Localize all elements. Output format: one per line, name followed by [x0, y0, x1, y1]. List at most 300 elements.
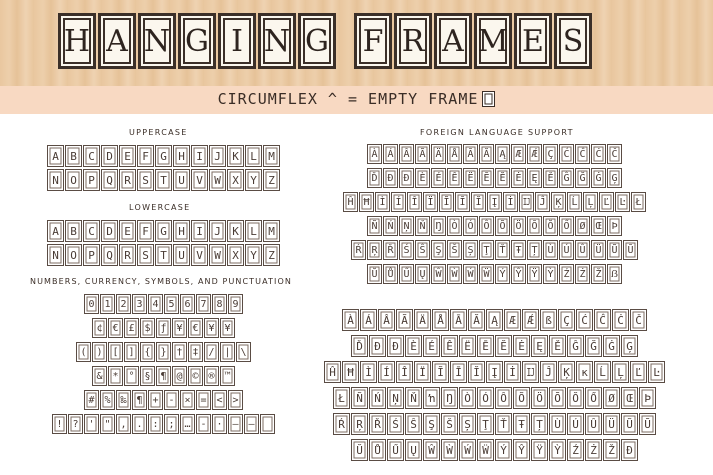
- glyph-frame: A: [47, 145, 64, 167]
- glyph-row: [52, 414, 275, 434]
- glyph-frame: Ô: [495, 387, 512, 409]
- glyph-frame: Ĳ: [522, 361, 539, 383]
- glyph-frame: Ä: [431, 144, 446, 164]
- glyph-frame: B: [65, 145, 82, 167]
- glyph-frame: Ç: [543, 144, 558, 164]
- glyph-frame: Ř: [369, 413, 386, 435]
- glyph-frame: Ŭ: [351, 439, 368, 461]
- glyph-frame: Ý: [495, 439, 512, 461]
- title-letter-frame: I: [218, 13, 256, 69]
- glyph-frame: Ź: [567, 439, 584, 461]
- glyph-frame: -: [196, 414, 211, 434]
- glyph-frame: Ŧ: [513, 413, 530, 435]
- glyph-frame: X: [227, 244, 244, 266]
- glyph-frame: Ė: [513, 335, 530, 357]
- glyph-frame: Ĩ: [439, 192, 454, 212]
- glyph-frame: -: [164, 390, 179, 410]
- glyph-frame: Ű: [399, 264, 414, 284]
- glyph-frame: Ê: [447, 168, 462, 188]
- glyph-frame: Ş: [423, 413, 440, 435]
- glyph-frame: ,: [116, 414, 131, 434]
- glyph-frame: Õ: [513, 387, 530, 409]
- glyph-frame: K: [227, 220, 244, 242]
- glyph-frame: D: [101, 220, 118, 242]
- glyph-frame: S: [137, 244, 154, 266]
- glyph-row: [324, 361, 665, 383]
- glyph-frame: Đ: [369, 335, 386, 357]
- glyph-frame: Ĥ: [343, 192, 358, 212]
- glyph-frame: Œ: [621, 387, 638, 409]
- glyph-frame: E: [119, 145, 136, 167]
- glyph-frame: Ł: [333, 387, 350, 409]
- glyph-frame: Ĺ: [594, 361, 611, 383]
- glyph-frame: À: [367, 144, 382, 164]
- glyph-frame: Ĵ: [540, 361, 557, 383]
- glyph-frame: ": [100, 414, 115, 434]
- glyph-frame: İ: [504, 361, 521, 383]
- glyph-frame: Ő: [559, 216, 574, 236]
- glyph-frame: Ż: [575, 264, 590, 284]
- glyph-frame: Ū: [623, 240, 638, 260]
- glyph-frame: Ť: [495, 413, 512, 435]
- glyph-frame: {: [140, 342, 155, 362]
- glyph-frame: Ĕ: [495, 168, 510, 188]
- glyph-frame: Ų: [405, 439, 422, 461]
- glyph-frame: Ŏ: [567, 387, 584, 409]
- glyph-frame: È: [415, 168, 430, 188]
- glyph-frame: Ú: [559, 240, 574, 260]
- glyph-frame: ‡: [188, 342, 203, 362]
- glyph-frame: §: [140, 366, 155, 386]
- glyph-frame: 0: [84, 294, 99, 314]
- glyph-frame: I: [191, 220, 208, 242]
- glyph-frame: P: [83, 169, 100, 191]
- glyph-frame: W: [209, 169, 226, 191]
- glyph-frame: Ę: [527, 168, 542, 188]
- glyph-frame: Ŝ: [405, 413, 422, 435]
- glyph-frame: (: [76, 342, 91, 362]
- glyph-frame: Ŷ: [511, 264, 526, 284]
- glyph-frame: Ň: [405, 387, 422, 409]
- glyph-frame: Ō: [549, 387, 566, 409]
- glyph-frame: É: [423, 335, 440, 357]
- glyph-frame: Ţ: [477, 413, 494, 435]
- glyph-frame: W: [209, 244, 226, 266]
- glyph-frame: Q: [101, 169, 118, 191]
- glyph-frame: Ū: [639, 413, 656, 435]
- glyph-frame: Ģ: [621, 335, 638, 357]
- glyph-frame: Â: [399, 144, 414, 164]
- glyph-frame: Â: [378, 309, 395, 331]
- glyph-frame: Ī: [450, 361, 467, 383]
- glyph-frame: Ś: [399, 240, 414, 260]
- glyph-frame: Ó: [477, 387, 494, 409]
- glyph-frame: Ů: [383, 264, 398, 284]
- glyph-frame: €: [108, 318, 123, 338]
- glyph-frame: Ċ: [612, 309, 629, 331]
- glyph-frame: Ỳ: [543, 264, 558, 284]
- glyph-frame: Ó: [463, 216, 478, 236]
- glyph-frame: Ö: [511, 216, 526, 236]
- glyph-frame: Ẅ: [479, 264, 494, 284]
- glyph-frame: Ŀ: [615, 192, 630, 212]
- glyph-frame: \: [236, 342, 251, 362]
- glyph-frame: ×: [180, 390, 195, 410]
- glyph-frame: Ù: [549, 413, 566, 435]
- glyph-frame: É: [431, 168, 446, 188]
- glyph-frame: J: [209, 220, 226, 242]
- glyph-row: [367, 168, 622, 188]
- glyph-frame: J: [209, 145, 226, 167]
- glyph-frame: Ÿ: [531, 439, 548, 461]
- glyph-frame: S: [137, 169, 154, 191]
- glyph-frame: L: [245, 145, 262, 167]
- glyph-frame: Ŧ: [511, 240, 526, 260]
- glyph-frame: Ñ: [351, 387, 368, 409]
- glyph-frame: R: [119, 244, 136, 266]
- glyph-frame: Ĺ: [567, 192, 582, 212]
- glyph-frame: Œ: [591, 216, 606, 236]
- glyph-frame: Ų: [415, 264, 430, 284]
- glyph-frame: Ã: [396, 309, 413, 331]
- glyph-frame: Ð: [621, 439, 638, 461]
- glyph-frame: Ě: [549, 335, 566, 357]
- glyph-frame: Ù: [543, 240, 558, 260]
- glyph-frame: Ë: [463, 168, 478, 188]
- glyph-row: [367, 216, 622, 236]
- glyph-row: [47, 145, 280, 167]
- glyph-frame: Ü: [603, 413, 620, 435]
- glyph-frame: Ŗ: [351, 413, 368, 435]
- glyph-frame: †: [172, 342, 187, 362]
- glyph-frame: Ļ: [583, 192, 598, 212]
- glyph-frame: —: [244, 414, 259, 434]
- glyph-frame: Å: [447, 144, 462, 164]
- glyph-frame: Ģ: [607, 168, 622, 188]
- title-letter-frame: F: [354, 13, 392, 69]
- glyph-frame: /: [204, 342, 219, 362]
- glyph-frame: Ĩ: [432, 361, 449, 383]
- empty-frame-icon: [482, 91, 495, 107]
- glyph-frame: .: [132, 414, 147, 434]
- glyph-frame: Ħ: [342, 361, 359, 383]
- glyph-frame: Ê: [441, 335, 458, 357]
- glyph-frame: Ä: [414, 309, 431, 331]
- glyph-frame: Ň: [415, 216, 430, 236]
- title-letter-frame: H: [58, 13, 96, 69]
- glyph-frame: Û: [575, 240, 590, 260]
- glyph-frame: ¥: [172, 318, 187, 338]
- title-letter-frame: S: [554, 13, 592, 69]
- glyph-frame: Ă: [468, 309, 485, 331]
- glyph-frame: Ŷ: [513, 439, 530, 461]
- glyph-frame: Đ: [399, 168, 414, 188]
- glyph-frame: Ĕ: [495, 335, 512, 357]
- glyph-frame: ™: [220, 366, 235, 386]
- glyph-frame: Ŕ: [351, 240, 366, 260]
- glyph-row: [351, 439, 638, 461]
- glyph-frame: %: [100, 390, 115, 410]
- glyph-frame: €: [188, 318, 203, 338]
- glyph-frame: °: [124, 366, 139, 386]
- glyph-frame: T: [155, 169, 172, 191]
- glyph-frame: ‰: [116, 390, 131, 410]
- glyph-frame: Ì: [375, 192, 390, 212]
- glyph-frame: @: [172, 366, 187, 386]
- glyph-frame: C: [83, 145, 100, 167]
- glyph-row: [47, 220, 280, 242]
- glyph-frame: Ė: [511, 168, 526, 188]
- title-letter-frame: N: [258, 13, 296, 69]
- glyph-frame: N: [47, 169, 64, 191]
- glyph-frame: Ü: [591, 240, 606, 260]
- glyph-frame: }: [156, 342, 171, 362]
- glyph-frame: Ŝ: [415, 240, 430, 260]
- glyph-frame: –: [228, 414, 243, 434]
- glyph-frame: Ē: [477, 335, 494, 357]
- glyph-row: [47, 169, 280, 191]
- glyph-frame: Q: [101, 244, 118, 266]
- title-letter-frame: A: [98, 13, 136, 69]
- glyph-frame: Č: [630, 309, 647, 331]
- glyph-frame: Ź: [559, 264, 574, 284]
- glyph-frame: E: [119, 220, 136, 242]
- glyph-frame: Ï: [423, 192, 438, 212]
- glyph-frame: Ĳ: [519, 192, 534, 212]
- glyph-frame: Ǽ: [527, 144, 542, 164]
- glyph-frame: Ń: [369, 387, 386, 409]
- glyph-frame: Ľ: [630, 361, 647, 383]
- glyph-frame: Í: [391, 192, 406, 212]
- glyph-frame: X: [227, 169, 244, 191]
- glyph-frame: Š: [447, 240, 462, 260]
- glyph-frame: 5: [164, 294, 179, 314]
- glyph-frame: |: [220, 342, 235, 362]
- glyph-frame: Ŋ: [441, 387, 458, 409]
- glyph-frame: Ẃ: [459, 439, 476, 461]
- subtitle-text: CIRCUMFLEX ^ = EMPTY FRAME: [217, 90, 479, 108]
- glyph-frame: Ò: [459, 387, 476, 409]
- glyph-frame: Ñ: [367, 216, 382, 236]
- glyph-row: [333, 387, 656, 409]
- glyph-frame: 7: [196, 294, 211, 314]
- subtitle: [0, 90, 713, 108]
- glyph-frame: Ò: [447, 216, 462, 236]
- glyph-frame: Z: [263, 169, 280, 191]
- glyph-frame: Ġ: [591, 168, 606, 188]
- glyph-frame: İ: [503, 192, 518, 212]
- foreign-heading: FOREIGN LANGUAGE SUPPORT: [420, 128, 574, 137]
- glyph-frame: Ű: [387, 439, 404, 461]
- glyph-frame: Ď: [351, 335, 368, 357]
- glyph-frame: ¶: [156, 366, 171, 386]
- glyph-frame: R: [119, 169, 136, 191]
- glyph-frame: V: [191, 169, 208, 191]
- glyph-frame: Ẃ: [463, 264, 478, 284]
- glyph-frame: Ř: [383, 240, 398, 260]
- glyph-frame: Ć: [559, 144, 574, 164]
- glyph-frame: Ú: [567, 413, 584, 435]
- glyph-frame: C: [83, 220, 100, 242]
- glyph-frame: Z: [263, 244, 280, 266]
- glyph-frame: Ç: [558, 309, 575, 331]
- glyph-frame: V: [191, 244, 208, 266]
- glyph-frame: N: [47, 244, 64, 266]
- glyph-frame: M: [263, 145, 280, 167]
- glyph-frame: Ğ: [585, 335, 602, 357]
- glyph-frame: Ŕ: [333, 413, 350, 435]
- glyph-frame: ß: [540, 309, 557, 331]
- glyph-frame: Ŀ: [648, 361, 665, 383]
- glyph-frame: Đ: [387, 335, 404, 357]
- glyph-frame: Ë: [459, 335, 476, 357]
- glyph-frame: U: [173, 169, 190, 191]
- glyph-frame: ): [92, 342, 107, 362]
- empty-frame-glyph: [260, 414, 275, 434]
- glyph-frame: Ů: [369, 439, 386, 461]
- glyph-frame: 8: [212, 294, 227, 314]
- glyph-frame: Û: [585, 413, 602, 435]
- glyph-frame: Ÿ: [527, 264, 542, 284]
- glyph-frame: Š: [441, 413, 458, 435]
- glyph-frame: !: [52, 414, 67, 434]
- glyph-frame: Ņ: [399, 216, 414, 236]
- glyph-frame: ¥: [204, 318, 219, 338]
- glyph-frame: I: [191, 145, 208, 167]
- glyph-frame: Î: [407, 192, 422, 212]
- glyph-frame: H: [173, 145, 190, 167]
- glyph-frame: +: [148, 390, 163, 410]
- lowercase-heading: LOWERCASE: [129, 203, 191, 212]
- glyph-frame: :: [148, 414, 163, 434]
- glyph-frame: ©: [188, 366, 203, 386]
- glyph-frame: È: [405, 335, 422, 357]
- glyph-row: [84, 390, 243, 410]
- glyph-frame: ?: [68, 414, 83, 434]
- glyph-row: [342, 309, 647, 331]
- glyph-frame: Å: [432, 309, 449, 331]
- glyph-frame: H: [173, 220, 190, 242]
- glyph-frame: Ċ: [591, 144, 606, 164]
- glyph-frame: Ĭ: [468, 361, 485, 383]
- glyph-row: [367, 144, 622, 164]
- glyph-frame: Ý: [495, 264, 510, 284]
- glyph-row: [351, 240, 638, 260]
- glyph-row: [351, 335, 638, 357]
- glyph-frame: Þ: [639, 387, 656, 409]
- glyph-frame: Ö: [531, 387, 548, 409]
- glyph-frame: Ĵ: [535, 192, 550, 212]
- glyph-frame: Ø: [603, 387, 620, 409]
- glyph-frame: Ļ: [612, 361, 629, 383]
- glyph-frame: À: [342, 309, 359, 331]
- glyph-frame: Ỳ: [549, 439, 566, 461]
- title-letter-frame: A: [434, 13, 472, 69]
- glyph-frame: ¥: [220, 318, 235, 338]
- glyph-frame: Ă: [479, 144, 494, 164]
- glyph-frame: Ŏ: [543, 216, 558, 236]
- glyph-frame: Ě: [543, 168, 558, 188]
- glyph-frame: Æ: [511, 144, 526, 164]
- glyph-frame: Ț: [527, 240, 542, 260]
- glyph-frame: ƒ: [156, 318, 171, 338]
- glyph-frame: G: [155, 145, 172, 167]
- glyph-frame: Ž: [603, 439, 620, 461]
- glyph-frame: Ũ: [607, 240, 622, 260]
- glyph-frame: ·: [212, 414, 227, 434]
- glyph-frame: >: [228, 390, 243, 410]
- glyph-frame: 1: [100, 294, 115, 314]
- glyph-frame: Ĉ: [575, 144, 590, 164]
- glyph-frame: Æ: [504, 309, 521, 331]
- title-letter-frame: G: [298, 13, 336, 69]
- glyph-frame: ;: [164, 414, 179, 434]
- glyph-frame: Ś: [387, 413, 404, 435]
- glyph-frame: 6: [180, 294, 195, 314]
- title-letter-frame: R: [394, 13, 432, 69]
- numbers-heading: NUMBERS, CURRENCY, SYMBOLS, AND PUNCTUATION: [30, 277, 292, 286]
- glyph-row: [92, 318, 235, 338]
- glyph-frame: Ħ: [359, 192, 374, 212]
- glyph-frame: L: [245, 220, 262, 242]
- glyph-frame: O: [65, 244, 82, 266]
- glyph-row: [333, 413, 656, 435]
- glyph-frame: G: [155, 220, 172, 242]
- glyph-frame: Ț: [531, 413, 548, 435]
- glyph-frame: 3: [132, 294, 147, 314]
- glyph-frame: Ţ: [479, 240, 494, 260]
- glyph-frame: T: [155, 244, 172, 266]
- glyph-frame: 9: [228, 294, 243, 314]
- glyph-frame: Í: [378, 361, 395, 383]
- glyph-frame: Ī: [455, 192, 470, 212]
- glyph-frame: Ŗ: [367, 240, 382, 260]
- glyph-frame: #: [84, 390, 99, 410]
- title-space: [338, 13, 352, 69]
- glyph-row: [343, 192, 646, 212]
- glyph-row: [92, 366, 235, 386]
- glyph-frame: ¶: [132, 390, 147, 410]
- glyph-frame: Ŋ: [431, 216, 446, 236]
- glyph-frame: Ď: [367, 168, 382, 188]
- glyph-frame: Ô: [479, 216, 494, 236]
- glyph-frame: Ķ: [558, 361, 575, 383]
- glyph-frame: Ẁ: [447, 264, 462, 284]
- glyph-frame: Ż: [585, 439, 602, 461]
- glyph-frame: <: [212, 390, 227, 410]
- title-letter-frame: N: [138, 13, 176, 69]
- glyph-frame: P: [83, 244, 100, 266]
- glyph-frame: A: [47, 220, 64, 242]
- glyph-frame: Ŭ: [367, 264, 382, 284]
- glyph-frame: Ā: [463, 144, 478, 164]
- glyph-frame: Ũ: [621, 413, 638, 435]
- glyph-frame: B: [65, 220, 82, 242]
- glyph-frame: Á: [383, 144, 398, 164]
- glyph-frame: Õ: [495, 216, 510, 236]
- glyph-frame: U: [173, 244, 190, 266]
- glyph-frame: Ĝ: [567, 335, 584, 357]
- glyph-frame: Č: [607, 144, 622, 164]
- glyph-frame: Y: [245, 244, 262, 266]
- glyph-frame: Ĝ: [559, 168, 574, 188]
- title-letter-frame: M: [474, 13, 512, 69]
- glyph-frame: Ō: [527, 216, 542, 236]
- glyph-frame: Ș: [459, 413, 476, 435]
- glyph-frame: Ē: [479, 168, 494, 188]
- glyph-row: [47, 244, 280, 266]
- glyph-frame: Ã: [415, 144, 430, 164]
